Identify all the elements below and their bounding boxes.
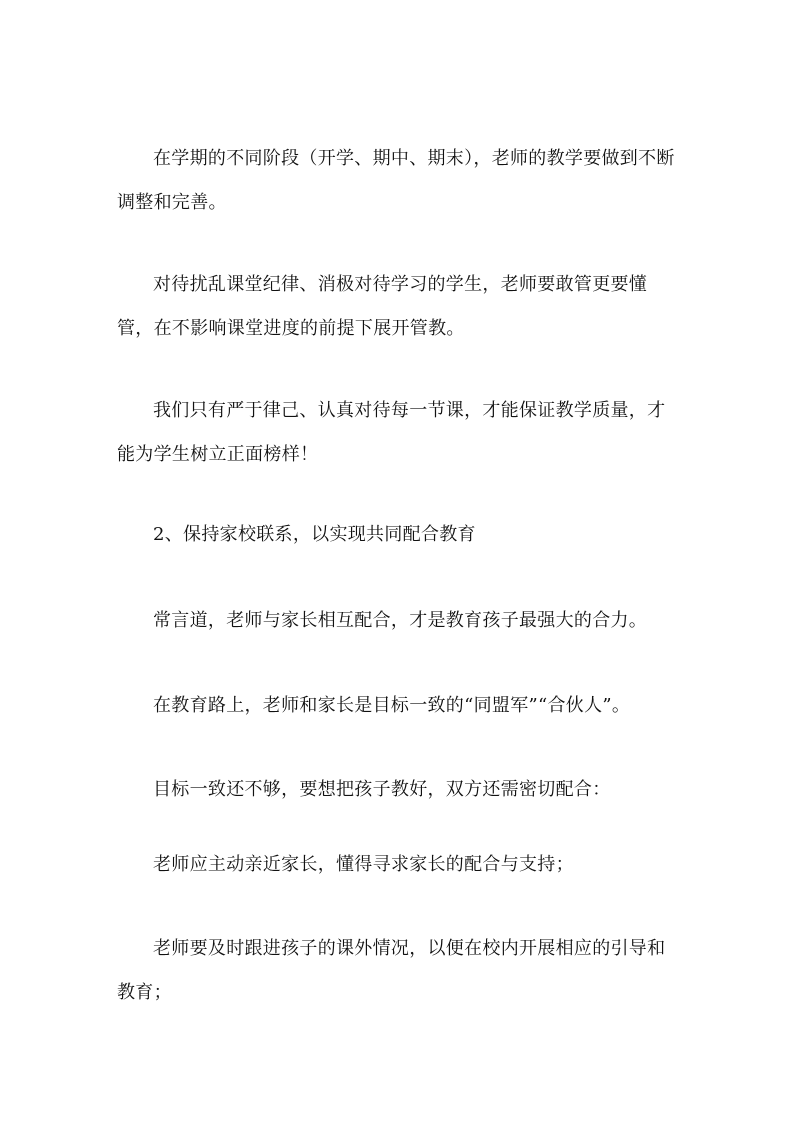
section-heading-home-school: 2、保持家校联系，以实现共同配合教育 (153, 524, 476, 545)
paragraph-classroom-discipline: 对待扰乱课堂纪律、消极对待学习的学生，老师要敢管更要懂管，在不影响课堂进度的前提下展开管教。 (117, 274, 648, 339)
paragraph-cooperation: 常言道，老师与家长相互配合，才是教育孩子最强大的合力。 (153, 610, 648, 631)
paragraph-follow-up: 老师要及时跟进孩子的课外情况，以便在校内开展相应的引导和教育； (117, 938, 666, 1003)
paragraph-self-discipline: 我们只有严于律己、认真对待每一节课，才能保证教学质量，才能为学生树立正面榜样！ (117, 400, 666, 465)
paragraph-approach-parents: 老师应主动亲近家长，懂得寻求家长的配合与支持； (153, 854, 574, 875)
paragraph-close-cooperation: 目标一致还不够，要想把孩子教好，双方还需密切配合： (153, 779, 611, 800)
paragraph-stage-adjustment: 在学期的不同阶段（开学、期中、期末），老师的教学要做到不断调整和完善。 (117, 148, 675, 213)
paragraph-allies: 在教育路上，老师和家长是目标一致的“同盟军”“合伙人”。 (153, 695, 631, 716)
